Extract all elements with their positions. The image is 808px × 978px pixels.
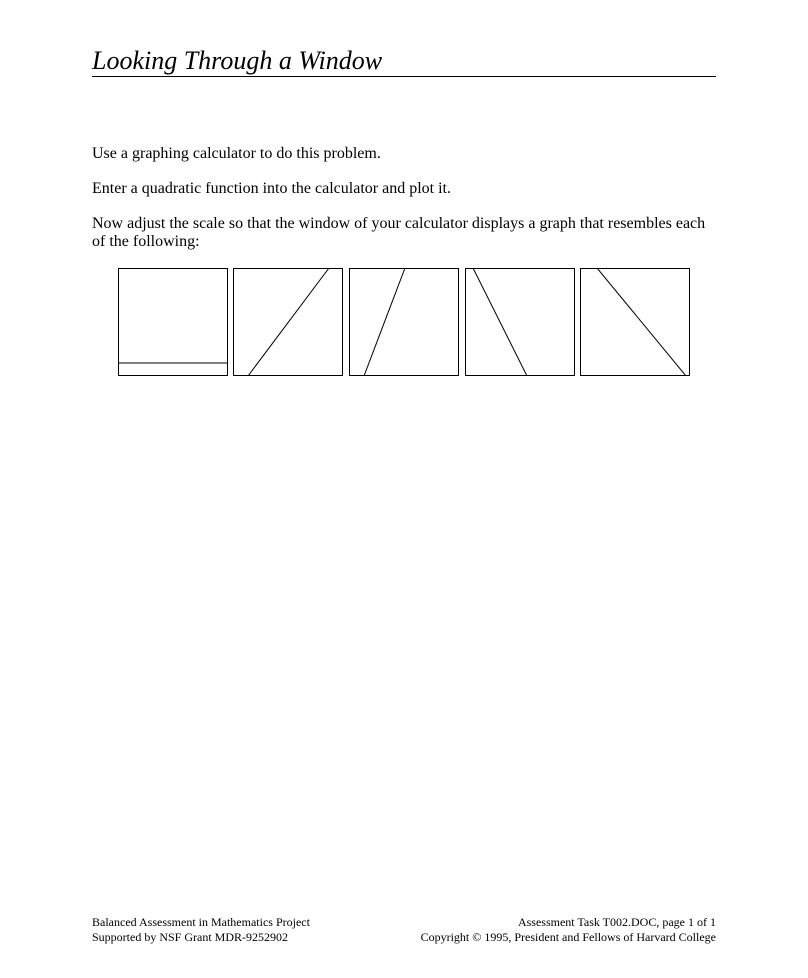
graph-window-2 [233,268,343,376]
instruction-3: Now adjust the scale so that the window of your calculator displays a graph that resembles each of the following: [92,215,706,250]
instruction-1: Use a graphing calculator to do this problem. [92,145,381,162]
footer-right [421,915,716,945]
graph-line [597,268,686,376]
graph-window-1 [118,268,228,376]
page-title: Looking Through a Window [92,46,716,77]
graph-window-3 [349,268,459,376]
footer-grant: Supported by NSF Grant MDR-9252902 [92,930,289,944]
graph-line [364,268,405,376]
footer-project: Balanced Assessment in Mathematics Project [92,915,310,929]
instruction-2: Enter a quadratic function into the calculator and plot it. [92,180,451,197]
graph-window-5 [580,268,690,376]
footer-task: Assessment Task T002.DOC, page 1 of 1 [517,915,716,929]
footer-copyright: Copyright © 1995, President and Fellows of Harvard College [420,930,716,944]
footer-left [92,915,310,945]
graph-line [248,268,329,376]
graph-window-4 [465,268,575,376]
graph-line [473,268,527,376]
